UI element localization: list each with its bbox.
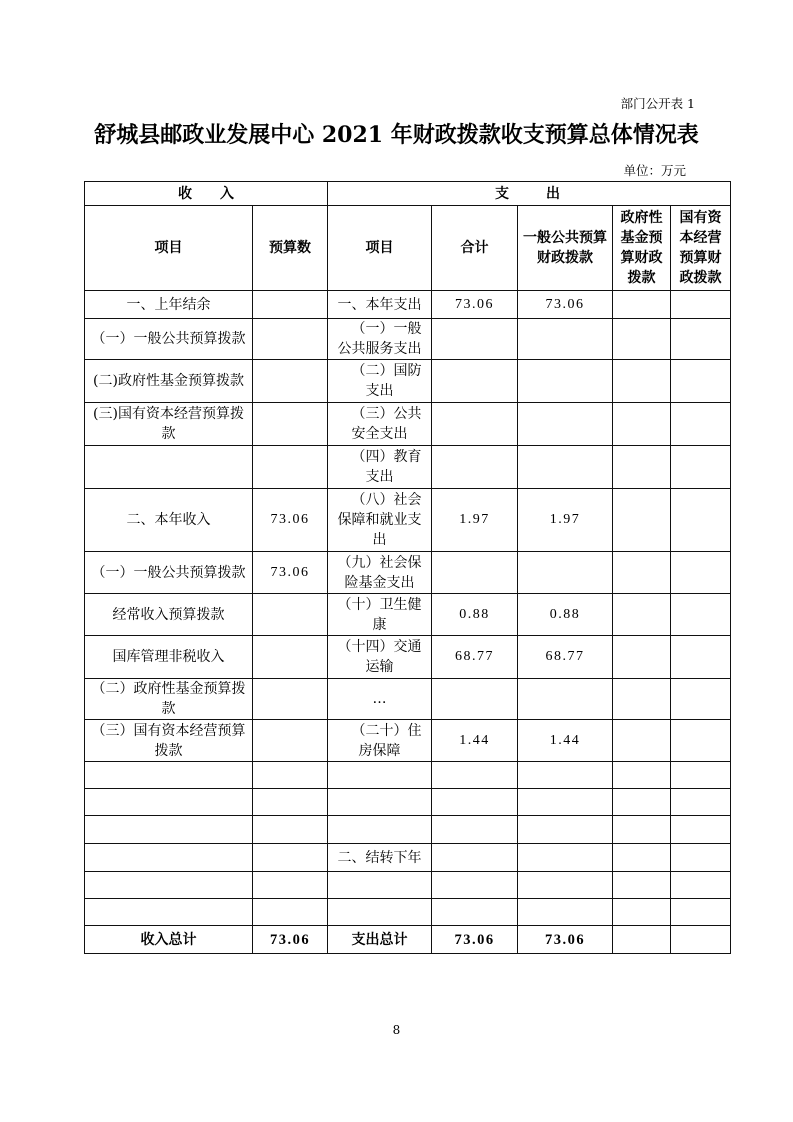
income-item-cell: (三)国有资本经营预算拨款 xyxy=(85,403,253,446)
income-item-header: 项目 xyxy=(85,206,253,291)
expenditure-item-cell xyxy=(328,899,432,926)
expenditure-item-header: 项目 xyxy=(328,206,432,291)
totals-row xyxy=(85,926,731,954)
general-public-budget-cell: 1.44 xyxy=(518,720,613,762)
income-item-cell: (二)政府性基金预算拨款 xyxy=(85,360,253,403)
expenditure-group-header: 支 出 xyxy=(328,182,731,206)
income-budget-cell xyxy=(253,446,328,489)
income-budget-cell xyxy=(253,679,328,720)
income-item-cell: （一）一般公共预算拨款 xyxy=(85,319,253,360)
general-public-budget-cell xyxy=(518,679,613,720)
income-item-cell xyxy=(85,446,253,489)
state-capital-budget-cell xyxy=(671,403,731,446)
total-cell xyxy=(432,872,518,899)
income-item-cell: 经常收入预算拨款 xyxy=(85,594,253,636)
total-cell xyxy=(432,360,518,403)
income-budget-cell xyxy=(253,360,328,403)
income-item-cell xyxy=(85,872,253,899)
total-cell xyxy=(432,403,518,446)
income-budget-cell xyxy=(253,789,328,816)
total-cell: 73.06 xyxy=(432,291,518,319)
state-capital-budget-cell xyxy=(671,762,731,789)
government-fund-budget-cell xyxy=(613,789,671,816)
state-capital-budget-cell xyxy=(671,552,731,594)
general-public-budget-cell xyxy=(518,789,613,816)
government-fund-budget-cell xyxy=(613,899,671,926)
table-row xyxy=(85,594,731,636)
total-cell: 0.88 xyxy=(432,594,518,636)
government-fund-budget-total-cell xyxy=(613,926,671,954)
expenditure-item-cell: 二、结转下年 xyxy=(328,844,432,872)
page-title: 舒城县邮政业发展中心 2021 年财政拨款收支预算总体情况表 xyxy=(94,122,699,148)
table-row xyxy=(85,899,731,926)
income-budget-cell xyxy=(253,403,328,446)
total-cell xyxy=(432,679,518,720)
government-fund-budget-header: 政府性基金预算财政拨款 xyxy=(613,206,671,291)
income-budget-cell xyxy=(253,594,328,636)
state-capital-budget-cell xyxy=(671,489,731,552)
government-fund-budget-cell xyxy=(613,319,671,360)
government-fund-budget-cell xyxy=(613,291,671,319)
income-item-cell: （一）一般公共预算拨款 xyxy=(85,552,253,594)
government-fund-budget-cell xyxy=(613,489,671,552)
expenditure-item-cell: 一、本年支出 xyxy=(328,291,432,319)
table-row xyxy=(85,552,731,594)
state-capital-budget-cell xyxy=(671,636,731,679)
total-cell: 1.44 xyxy=(432,720,518,762)
expenditure-item-cell: （三）公共安全支出 xyxy=(328,403,432,446)
general-public-budget-cell xyxy=(518,552,613,594)
income-budget-cell xyxy=(253,816,328,844)
state-capital-budget-cell xyxy=(671,720,731,762)
income-item-cell: 国库管理非税收入 xyxy=(85,636,253,679)
general-public-budget-cell xyxy=(518,446,613,489)
state-capital-budget-cell xyxy=(671,789,731,816)
general-public-budget-cell xyxy=(518,762,613,789)
table-label: 部门公开表 1 xyxy=(620,96,695,111)
general-public-budget-cell xyxy=(518,816,613,844)
income-item-cell: 二、本年收入 xyxy=(85,489,253,552)
table-row xyxy=(85,360,731,403)
general-public-budget-cell xyxy=(518,360,613,403)
government-fund-budget-cell xyxy=(613,446,671,489)
income-item-cell xyxy=(85,899,253,926)
table-row xyxy=(85,762,731,789)
expenditure-item-cell: （一）一般公共服务支出 xyxy=(328,319,432,360)
total-cell xyxy=(432,816,518,844)
income-item-cell xyxy=(85,816,253,844)
general-public-budget-cell: 1.97 xyxy=(518,489,613,552)
total-cell: 1.97 xyxy=(432,489,518,552)
income-budget-cell xyxy=(253,762,328,789)
total-cell xyxy=(432,789,518,816)
income-budget-header: 预算数 xyxy=(253,206,328,291)
expenditure-item-cell: （二十）住房保障 xyxy=(328,720,432,762)
state-capital-budget-cell xyxy=(671,844,731,872)
government-fund-budget-cell xyxy=(613,816,671,844)
total-cell xyxy=(432,762,518,789)
table-row xyxy=(85,291,731,319)
table-row xyxy=(85,319,731,360)
income-item-cell xyxy=(85,844,253,872)
income-budget-cell xyxy=(253,872,328,899)
general-public-budget-cell xyxy=(518,872,613,899)
unit-label: 单位：万元 xyxy=(623,163,686,178)
income-total-label: 收入总计 xyxy=(85,926,253,954)
income-budget-cell xyxy=(253,636,328,679)
income-item-cell xyxy=(85,762,253,789)
group-header-row xyxy=(85,182,731,206)
state-capital-budget-cell xyxy=(671,679,731,720)
general-public-budget-cell: 73.06 xyxy=(518,291,613,319)
expenditure-item-cell: （八）社会保障和就业支出 xyxy=(328,489,432,552)
expenditure-item-cell xyxy=(328,816,432,844)
state-capital-budget-cell xyxy=(671,816,731,844)
income-budget-cell xyxy=(253,720,328,762)
total-header: 合计 xyxy=(432,206,518,291)
total-cell xyxy=(432,319,518,360)
income-budget-cell: 73.06 xyxy=(253,489,328,552)
government-fund-budget-cell xyxy=(613,679,671,720)
total-cell xyxy=(432,899,518,926)
state-capital-budget-cell xyxy=(671,319,731,360)
table-row xyxy=(85,720,731,762)
income-budget-cell xyxy=(253,291,328,319)
table-row xyxy=(85,872,731,899)
government-fund-budget-cell xyxy=(613,552,671,594)
general-public-budget-cell: 0.88 xyxy=(518,594,613,636)
income-item-cell: （二）政府性基金预算拨款 xyxy=(85,679,253,720)
expenditure-item-cell xyxy=(328,789,432,816)
general-public-budget-cell xyxy=(518,899,613,926)
expenditure-item-cell: … xyxy=(328,679,432,720)
income-budget-cell xyxy=(253,899,328,926)
expenditure-item-cell xyxy=(328,872,432,899)
expenditure-item-cell: （九）社会保险基金支出 xyxy=(328,552,432,594)
column-header-row xyxy=(85,206,731,291)
total-cell xyxy=(432,552,518,594)
government-fund-budget-cell xyxy=(613,720,671,762)
state-capital-budget-cell xyxy=(671,594,731,636)
state-capital-budget-header: 国有资本经营预算财政拨款 xyxy=(671,206,731,291)
government-fund-budget-cell xyxy=(613,636,671,679)
government-fund-budget-cell xyxy=(613,594,671,636)
state-capital-budget-cell xyxy=(671,360,731,403)
page-number: 8 xyxy=(392,1023,401,1037)
general-public-budget-header: 一般公共预算财政拨款 xyxy=(518,206,613,291)
government-fund-budget-cell xyxy=(613,403,671,446)
income-item-cell xyxy=(85,789,253,816)
table-row xyxy=(85,816,731,844)
state-capital-budget-cell xyxy=(671,899,731,926)
general-public-budget-cell xyxy=(518,403,613,446)
income-group-header: 收 入 xyxy=(85,182,328,206)
income-item-cell: 一、上年结余 xyxy=(85,291,253,319)
expenditure-item-cell: （十）卫生健康 xyxy=(328,594,432,636)
government-fund-budget-cell xyxy=(613,762,671,789)
income-budget-cell xyxy=(253,844,328,872)
total-cell xyxy=(432,446,518,489)
budget-table xyxy=(84,181,731,954)
expenditure-item-cell: （二）国防支出 xyxy=(328,360,432,403)
state-capital-budget-total-cell xyxy=(671,926,731,954)
expenditure-total-label: 支出总计 xyxy=(328,926,432,954)
income-item-cell: （三）国有资本经营预算拨款 xyxy=(85,720,253,762)
government-fund-budget-cell xyxy=(613,872,671,899)
expenditure-item-cell: （四）教育支出 xyxy=(328,446,432,489)
table-row xyxy=(85,446,731,489)
state-capital-budget-cell xyxy=(671,291,731,319)
state-capital-budget-cell xyxy=(671,872,731,899)
table-row xyxy=(85,636,731,679)
income-budget-cell xyxy=(253,319,328,360)
table-row xyxy=(85,789,731,816)
state-capital-budget-cell xyxy=(671,446,731,489)
total-cell xyxy=(432,844,518,872)
income-total-value: 73.06 xyxy=(253,926,328,954)
general-public-budget-total-value: 73.06 xyxy=(518,926,613,954)
expenditure-item-cell: （十四）交通运输 xyxy=(328,636,432,679)
government-fund-budget-cell xyxy=(613,360,671,403)
table-row xyxy=(85,489,731,552)
table-row xyxy=(85,403,731,446)
government-fund-budget-cell xyxy=(613,844,671,872)
general-public-budget-cell: 68.77 xyxy=(518,636,613,679)
income-budget-cell: 73.06 xyxy=(253,552,328,594)
table-row xyxy=(85,679,731,720)
total-cell: 68.77 xyxy=(432,636,518,679)
general-public-budget-cell xyxy=(518,319,613,360)
expenditure-total-value: 73.06 xyxy=(432,926,518,954)
general-public-budget-cell xyxy=(518,844,613,872)
expenditure-item-cell xyxy=(328,762,432,789)
table-row xyxy=(85,844,731,872)
